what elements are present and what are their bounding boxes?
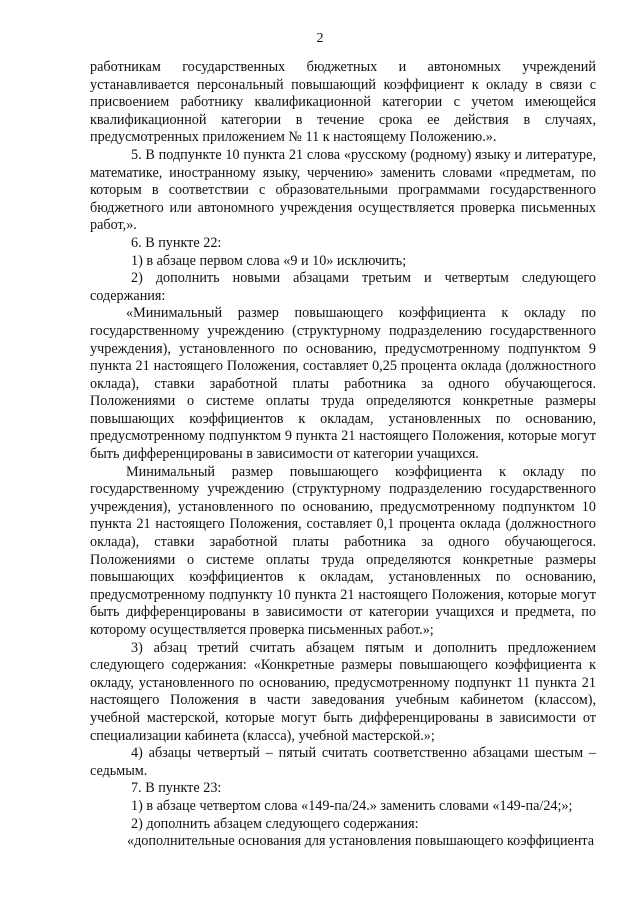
paragraph-continuation: работникам государственных бюджетных и автономных учреждений устанавливается персональный повышающий коэффициент к окладу в связи с присвоением работнику квалификационной категории с учетом имеющейся квалификационной категории в течение срока ее действия в случаях, предусмотренных приложением № 11 к настоящему Положению.». — [90, 59, 596, 146]
paragraph-item-6: 6. В пункте 22: — [131, 234, 222, 251]
paragraph-quote-additional-grounds: «дополнительные основания для установления повышающего коэффициента — [127, 833, 595, 850]
page-number: 2 — [316, 31, 324, 46]
paragraph-item-7-subitem-2: 2) дополнить абзацем следующего содержания: — [131, 815, 419, 832]
paragraph-item-7-subitem-1: 1) в абзаце четвертом слова «149-па/24.» заменить словами «149-па/24;»; — [131, 797, 573, 814]
document-body — [90, 59, 596, 851]
paragraph-item-5: 5. В подпункте 10 пункта 21 слова «русскому (родному) языку и литературе, математике, иностранному языку, черчению» заменить словами «предметам, по которым в соответствии с образовательными программами государственного бюджетного или автономного учреждения осуществляется проверка письменных работ,». — [90, 146, 596, 234]
paragraph-subitem-2: 2) дополнить новыми абзацами третьим и четвертым следующего содержания: — [90, 270, 596, 304]
paragraph-quote-min-coefficient-10: Минимальный размер повышающего коэффициента к окладу по государственному учреждению (структурному подразделению государственного учреждения), установленного по основанию, предусмотренному подпунктом 10 пункта 21 настоящего Положения, составляет 0,1 процента оклада (должностного оклада), ставки заработной платы работника за одного обучающегося. Положениями о системе оплаты труда определяются конкретные размеры повышающих коэффициентов к окладам, установленных по основанию, предусмотренному подпункту 10 пункта 21 настоящего Положения, которые могут быть дифференцированы в зависимости от категории учащихся и предмета, по которому осуществляется проверка письменных работ.»; — [90, 463, 596, 638]
paragraph-subitem-1: 1) в абзаце первом слова «9 и 10» исключить; — [131, 252, 407, 269]
paragraph-subitem-4: 4) абзацы четвертый – пятый считать соответственно абзацами шестым – седьмым. — [90, 745, 596, 779]
paragraph-item-7: 7. В пункте 23: — [131, 780, 222, 797]
paragraph-subitem-3: 3) абзац третий считать абзацем пятым и дополнить предложением следующего содержания: «Конкретные размеры повышающего коэффициента к окладу, установленного по основанию, предусмотренному подпункт 11 пункта 21 настоящего Положения в части заведования учебным кабинетом (классом), учебной мастерской, которые могут быть дифференцированы в зависимости от специализации кабинета (класса), учебной мастерской.»; — [90, 639, 596, 744]
paragraph-quote-min-coefficient-9: «Минимальный размер повышающего коэффициента к окладу по государственному учреждению (структурному подразделению государственного учреждения), установленного по основанию, предусмотренному подпунктом 9 пункта 21 настоящего Положения, составляет 0,25 процента оклада (должностного оклада), ставки заработной платы работника за одного обучающегося. Положениями о системе оплаты труда определяются конкретные размеры повышающих коэффициентов к окладам, установленных по основанию, предусмотренному подпунктом 9 пункта 21 настоящего Положения, которые могут быть дифференцированы в зависимости от категории учащихся. — [90, 305, 596, 463]
